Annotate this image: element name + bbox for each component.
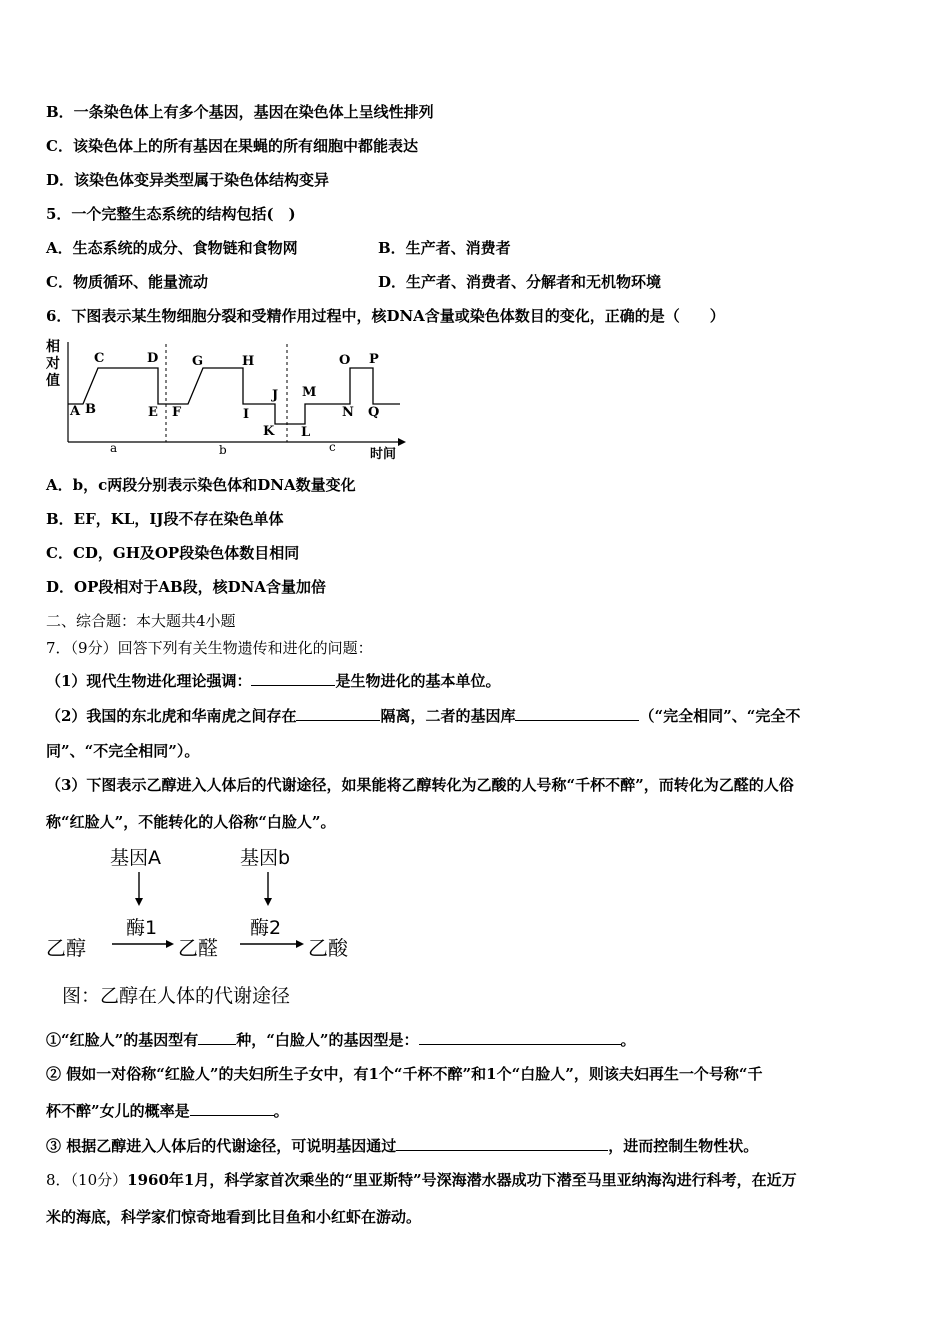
graph-segment-a: a xyxy=(110,441,118,455)
pathway-arrowhead-gene-b xyxy=(264,898,272,906)
graph-point-q: Q xyxy=(368,405,380,420)
q7-sub2-text: 杯不醉”女儿的概率是 xyxy=(46,1102,190,1120)
q7-part2-blank-2[interactable] xyxy=(515,705,639,721)
graph-point-e: E xyxy=(148,405,158,420)
pathway-enzyme-1: 酶1 xyxy=(126,917,158,939)
q4-option-d: D．该染色体变异类型属于染色体结构变异 xyxy=(46,171,330,189)
q7-part2-mid: 隔离，二者的基因库 xyxy=(380,707,516,725)
graph-point-j: J xyxy=(272,388,279,403)
q4-option-b: B．一条染色体上有多个基因，基因在染色体上呈线性排列 xyxy=(46,103,434,121)
q5-option-b: B．生产者、消费者 xyxy=(378,239,511,257)
pathway-gene-b: 基因b xyxy=(240,847,291,869)
q5-stem: 5．一个完整生态系统的结构包括( ) xyxy=(46,205,296,223)
q7-sub3-end: ，进而控制生物性状。 xyxy=(608,1137,759,1155)
graph-point-g: G xyxy=(192,354,204,369)
q7-pathway-diagram xyxy=(40,842,370,1012)
q7-sub3 xyxy=(46,1135,758,1156)
graph-segment-c: c xyxy=(329,440,336,454)
q7-sub1-mid: 种，“白脸人”的基因型是： xyxy=(236,1031,419,1049)
q7-part3-cont: 称“红脸人”，不能转化的人俗称“白脸人”。 xyxy=(46,813,336,831)
q7-sub3-text: ③ 根据乙醇进入人体后的代谢途径，可说明基因通过 xyxy=(46,1137,397,1155)
q7-sub1-end: 。 xyxy=(620,1031,636,1049)
q6-option-b: B．EF，KL，IJ段不存在染色单体 xyxy=(46,510,284,528)
q4-option-c: C．该染色体上的所有基因在果蝇的所有细胞中都能表达 xyxy=(46,137,418,155)
q7-sub1-text: ①“红脸人”的基因型有 xyxy=(46,1031,199,1049)
q6-option-d: D．OP段相对于AB段，核DNA含量加倍 xyxy=(46,578,327,596)
pathway-arrowhead-gene-a xyxy=(135,898,143,906)
q7-sub1 xyxy=(46,1029,636,1050)
q6-graph xyxy=(40,336,410,466)
q7-sub2-cont xyxy=(46,1100,289,1121)
q5-options-row2 xyxy=(46,272,906,292)
q6-option-a: A．b，c两段分别表示染色体和DNA数量变化 xyxy=(46,476,356,494)
graph-ylabel-2: 对 xyxy=(46,356,60,372)
q8-line-2: 米的海底，科学家们惊奇地看到比目鱼和小红虾在游动。 xyxy=(46,1208,422,1226)
graph-point-p: P xyxy=(369,352,379,367)
q7-sub2: ② 假如一对俗称“红脸人”的夫妇所生子女中，有1个“千杯不醉”和1个“白脸人”，则该夫妇再生一个号称“千 xyxy=(46,1065,763,1083)
q7-part2 xyxy=(46,705,800,726)
pathway-ethanol: 乙醇 xyxy=(46,936,86,960)
pathway-arrowhead-2 xyxy=(296,940,304,948)
pathway-arrowhead-1 xyxy=(166,940,174,948)
graph-point-a: A xyxy=(70,404,81,419)
q8-text: 1960年1月，科学家首次乘坐的“里亚斯特”号深海潜水器成功下潜至马里亚纳海沟进行科考，在近万 xyxy=(127,1171,797,1189)
graph-ylabel-1: 相 xyxy=(46,339,60,355)
pathway-gene-a: 基因A xyxy=(110,847,161,869)
graph-point-l: L xyxy=(301,425,311,440)
q7-part3: （3）下图表示乙醇进入人体后的代谢途径，如果能将乙醇转化为乙酸的人号称“千杯不醉”，而转化为乙醛的人俗 xyxy=(46,776,794,794)
pathway-enzyme-2: 酶2 xyxy=(250,917,282,939)
q7-stem: 7．（9分）回答下列有关生物遗传和进化的问题： xyxy=(46,639,373,657)
q8-line-1 xyxy=(46,1170,797,1190)
q7-part2-blank-1[interactable] xyxy=(296,705,380,721)
graph-point-i: I xyxy=(243,407,250,422)
q7-sub1-blank-1[interactable] xyxy=(198,1029,236,1045)
graph-point-d: D xyxy=(147,351,159,366)
q5-option-a: A．生态系统的成分、食物链和食物网 xyxy=(46,239,298,257)
section-heading: 二、综合题：本大题共4小题 xyxy=(46,612,236,630)
graph-xlabel: 时间 xyxy=(370,447,397,462)
graph-point-k: K xyxy=(263,424,275,439)
q7-sub2-blank[interactable] xyxy=(190,1100,274,1116)
q7-part1-text: （1）现代生物进化理论强调： xyxy=(46,672,252,690)
graph-point-h: H xyxy=(242,354,255,369)
q7-part1-suffix: 是生物进化的基本单位。 xyxy=(335,672,501,690)
q7-part1-blank[interactable] xyxy=(251,670,335,686)
q6-option-c: C．CD，GH及OP段染色体数目相同 xyxy=(46,544,300,562)
pathway-caption: 图：乙醇在人体的代谢途径 xyxy=(62,985,291,1007)
q5-options-row1 xyxy=(46,238,906,258)
q7-part1 xyxy=(46,670,500,691)
q7-sub1-blank-2[interactable] xyxy=(419,1029,621,1045)
graph-point-b: B xyxy=(85,402,96,417)
q7-part2-text: （2）我国的东北虎和华南虎之间存在 xyxy=(46,707,297,725)
q7-sub3-blank[interactable] xyxy=(396,1135,608,1151)
pathway-acetic-acid: 乙酸 xyxy=(308,936,348,960)
q7-part2-options: （“完全相同”、“完全不 xyxy=(639,707,801,725)
q6-stem: 6．下图表示某生物细胞分裂和受精作用过程中，核DNA含量或染色体数目的变化，正确的是（ ） xyxy=(46,307,725,325)
graph-point-c: C xyxy=(94,351,105,366)
q5-option-c: C．物质循环、能量流动 xyxy=(46,273,208,291)
graph-point-o: O xyxy=(339,353,351,368)
graph-point-f: F xyxy=(172,405,182,420)
q7-sub2-end: 。 xyxy=(273,1102,289,1120)
graph-segment-b: b xyxy=(219,443,227,457)
graph-point-n: N xyxy=(342,405,354,420)
q8-number: 8．（10分） xyxy=(46,1171,128,1189)
q7-part2-cont: 同”、“不完全相同”）。 xyxy=(46,742,200,760)
pathway-acetaldehyde: 乙醛 xyxy=(178,936,218,960)
graph-ylabel-3: 值 xyxy=(46,373,60,389)
graph-x-arrow xyxy=(398,438,406,446)
q5-option-d: D．生产者、消费者、分解者和无机物环境 xyxy=(378,273,662,291)
graph-point-m: M xyxy=(302,385,317,400)
